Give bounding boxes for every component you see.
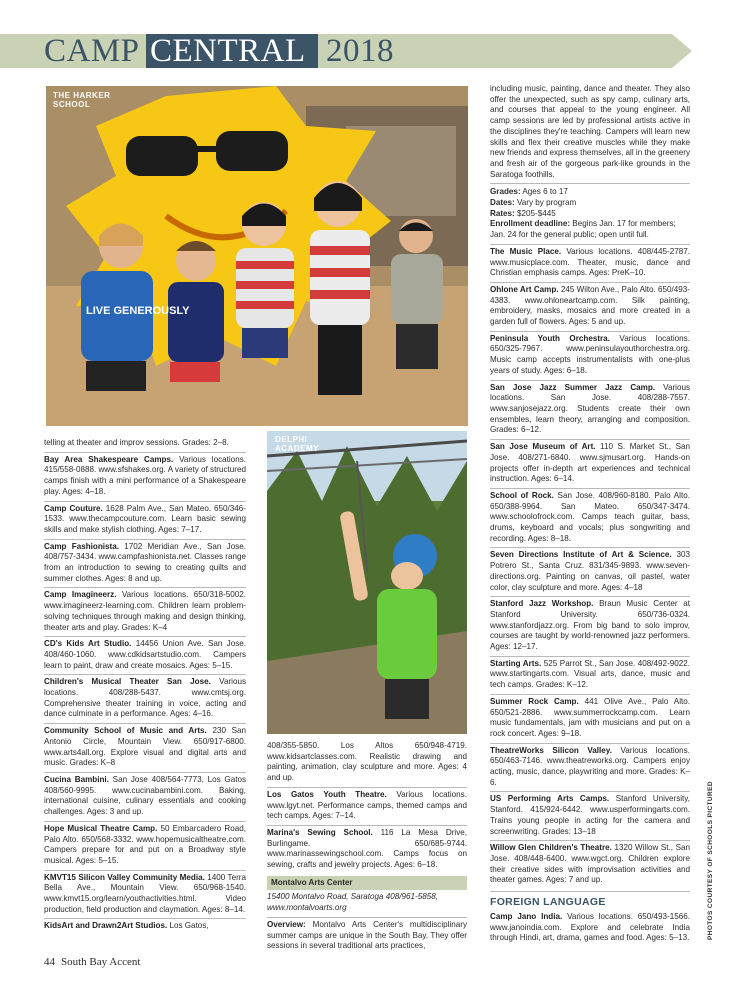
listing-text: Various locations. 650/325-7967. www.peninsulayouthorchestra.org. Music camp accepts instrumentalists with one-plus years of study. Ages: 6–18. bbox=[490, 333, 690, 375]
listing-name: School of Rock. bbox=[490, 490, 554, 500]
listing-name: Los Gatos Youth Theatre. bbox=[267, 789, 387, 799]
harker-school-photo bbox=[46, 86, 468, 426]
page-footer bbox=[44, 956, 140, 968]
listing-entry bbox=[490, 657, 690, 695]
listing-text: 50 Embarcadero Road, Palo Alto. 650/568-3332. www.hopemusicaltheatre.com. Campers prepare for and put on a Broadway style musical. Ages: 5–15. bbox=[44, 823, 246, 865]
listing-entry bbox=[490, 440, 690, 489]
listing-name: The Music Place. bbox=[490, 246, 562, 256]
listing-name: Hope Musical Theatre Camp. bbox=[44, 823, 158, 833]
listing-name: US Performing Arts Camps. bbox=[490, 794, 610, 804]
listing-text: 525 Parrot St., San Jose. 408/492-9022. www.startingarts.com. Visual arts, dance, music and tech camps. Grades: K–12. bbox=[490, 658, 691, 690]
listing-name: KMVT15 Silicon Valley Community Media. bbox=[44, 872, 205, 882]
header-arrow bbox=[672, 34, 692, 68]
listing-text: 303 Potrero St., Santa Cruz. 831/345-9893. www.seven-directions.org. Painting on canvas, oil pastel, water color, clay sculpture and more. Ages: 4–18 bbox=[490, 550, 690, 592]
listing-name: TheatreWorks Silicon Valley. bbox=[490, 745, 612, 755]
listing-entry bbox=[490, 744, 690, 793]
listing-name: Community School of Music and Arts. bbox=[44, 726, 207, 736]
listing-entry bbox=[490, 548, 690, 597]
column-3 bbox=[490, 82, 690, 947]
listing-name: Summer Rock Camp. bbox=[490, 696, 579, 706]
listing-entry bbox=[490, 245, 690, 283]
listing-text: San Jose 408/564-7773, Los Gatos 408/560-9995. www.cucinabambini.com. Baking, international cuisine, culinary essentials and cooking challenges. Ages: 3 and up. bbox=[44, 774, 246, 817]
listing-entry bbox=[44, 502, 246, 540]
listing-text: Various locations. 650/463-7146. www.theatreworks.org. Campers enjoy acting, music, dance, playwriting and more. Grades: K–6. bbox=[490, 745, 690, 787]
detail-value: $205-$445 bbox=[514, 208, 556, 218]
listing-text: 1628 Palm Ave., San Mateo. 650/346-1533. www.thecampcouture.com. Learn basic sewing skills and make stylish clothing. Ages: 7–17. bbox=[44, 503, 247, 534]
listing-text: Braun Music Center at Stanford University. 650/736-0324. www.stanfordjazz.org. From big band to solo improv, courses are taught by world-renowned jazz performers. Ages: 12–17. bbox=[490, 599, 690, 652]
listing-name: Children's Musical Theater San Jose. bbox=[44, 677, 211, 687]
listing-entry bbox=[44, 822, 246, 871]
listing-text: 245 Wilton Ave., Palo Alto. 650/493-4383. www.ohloneartcamp.com. Silk painting, embroidery, masks, mosaics and more created in a garden full of flowers. Ages: 5 and up. bbox=[490, 284, 690, 327]
listing-name: Willow Glen Children's Theatre. bbox=[490, 843, 612, 853]
header-camp: CAMP bbox=[44, 33, 140, 69]
listing-text: 230 San Antonio Circle, Mountain View. 650/917-6800. www.arts4all.org. Explore visual and digital arts and music. Grades: K–8 bbox=[44, 726, 246, 768]
montalvo-url: www.montalvoarts.org bbox=[267, 903, 347, 913]
listing-entry bbox=[490, 597, 690, 657]
listing-name: Ohlone Art Camp. bbox=[490, 284, 559, 294]
listing-text: 1702 Meridian Ave., San Jose. 408/757-3434. www.campfashionista.net. Classes range from an introduction to sewing to creating quilts and summer clothes. Ages: 8 and up. bbox=[44, 541, 247, 583]
column-1 bbox=[44, 436, 246, 935]
listing-name: Seven Directions Institute of Art & Science. bbox=[490, 550, 672, 560]
shirt-text: LIVE GENEROUSLY bbox=[86, 305, 190, 317]
listing-text: 441 Olive Ave., Palo Alto. 650/521-2886. www.summerrockcamp.com. Learn music fundamentals, jam with musicians and put on a rock concert. Ages: 9–18. bbox=[490, 696, 690, 738]
listing-entry bbox=[490, 841, 690, 889]
listing-text: Various locations. 650/493-1566. www.janoindia.com. Explore and celebrate India through Hindi, art, drama, games and food. Ages: 5–13. bbox=[490, 911, 690, 943]
listing-entry bbox=[44, 637, 246, 675]
listing-text: Stanford University, Stanford. 415/924-6442. www.usperformingarts.com. Trains young people in acting for the camera and screenwriting. Grades: 13–18 bbox=[490, 794, 690, 836]
detail-value: Vary by program bbox=[514, 198, 577, 208]
listing-entry bbox=[44, 588, 246, 637]
montalvo-details bbox=[490, 184, 690, 245]
listing-text: telling at theater and improv sessions. Grades: 2–8. bbox=[44, 438, 229, 447]
detail-label: Grades: bbox=[490, 187, 521, 197]
listing-entry bbox=[44, 871, 246, 920]
listing-name: Camp Jano India. bbox=[490, 911, 563, 921]
detail-line bbox=[490, 198, 690, 209]
listing-name: Marina's Sewing School. bbox=[267, 827, 373, 837]
montalvo-overview bbox=[267, 917, 467, 955]
delphi-academy-photo bbox=[267, 431, 467, 734]
listing-text: Various locations. San Jose. 408/288-7557. www.sanjosejazz.org. Students create their own ensembles, learn theory, arranging and composition. Grades: 6–12. bbox=[490, 382, 690, 435]
column-2 bbox=[267, 739, 467, 955]
listing-entry bbox=[44, 773, 246, 822]
listing-entry bbox=[267, 739, 467, 788]
listing-text: Various locations. 650/318-5002. www.imagineerz-learning.com. Children learn problem-solving techniques through making and design thinking, theater arts and play. Grades: K–4 bbox=[44, 590, 246, 632]
overview-label: Overview: bbox=[267, 919, 306, 929]
listing-name: CD's Kids Art Studio. bbox=[44, 639, 132, 649]
listing-name: KidsArt and Drawn2Art Studios. bbox=[44, 921, 168, 931]
detail-label: Dates: bbox=[490, 198, 515, 208]
listing-entry bbox=[44, 675, 246, 724]
detail-value: Begins Jan. 17 for members; Jan. 24 for the general public; open until full. bbox=[490, 219, 676, 240]
listing-name: Camp Imagineerz. bbox=[44, 590, 117, 600]
listing-entry bbox=[44, 724, 246, 773]
montalvo-intro: including music, painting, dance and theater. They also offer the unexpected, such as spy camp, culinary arts, and courses that appeal to the young engineer. All camp sessions are led by professional artists active in the disciplines they're teaching. Campers will learn new skills and flex their creative muscles while they make new friends and express themselves, all in the greenery and fresh air of the gorgeous park-like grounds in the Saratoga foothills. bbox=[490, 82, 690, 184]
listing-text: Various locations. www.lgyt.net. Performance camps, themed camps and tech camps. Ages: 7–14. bbox=[267, 789, 467, 821]
listing-entry bbox=[267, 826, 467, 874]
detail-value: Ages 6 to 17 bbox=[520, 187, 568, 197]
listing-name: San Jose Jazz Summer Jazz Camp. bbox=[490, 382, 656, 392]
listing-text: 116 La Mesa Drive, Burlingame. 650/685-9744. www.marinassewingschool.com. Camps focus on sewing, crafts and jewelry projects. Ages: 6–18. bbox=[267, 827, 468, 870]
listing-text: San Jose. 408/960-8180. Palo Alto. 650/388-9964. San Mateo. 650/347-3474. www.schoolofrock.com. Camps teach guitar, bass, drums, keyboard and vocals; plus songwriting and recording. Ages: 8–18. bbox=[490, 490, 690, 543]
photo-credit: PHOTOS COURTESY OF SCHOOLS PICTURED bbox=[707, 781, 714, 940]
listing-text: Los Gatos, bbox=[167, 921, 209, 931]
publication-name: South Bay Accent bbox=[61, 956, 141, 968]
listing-name: Bay Area Shakespeare Camps. bbox=[44, 454, 174, 464]
listing-entry bbox=[490, 283, 690, 332]
listing-entry bbox=[44, 436, 246, 453]
montalvo-name-box: Montalvo Arts Center bbox=[267, 876, 467, 891]
listing-entry bbox=[490, 910, 690, 947]
detail-line bbox=[490, 209, 690, 220]
listing-text: 1400 Terra Bella Ave., Mountain View. 650/968-1540. www.kmvt15.org/learn/youthactivities.html. Video production, field production and claymation. Ages: 8–14. bbox=[44, 872, 246, 914]
detail-line bbox=[490, 187, 690, 198]
listing-text: Various locations. 415/558-0888. www.sfshakes.org. A variety of structured camps finish with a mini performance of a Shakespeare play. Ages: 4–18. bbox=[44, 454, 247, 496]
detail-label: Enrollment deadline: bbox=[490, 219, 571, 229]
detail-label: Rates: bbox=[490, 208, 515, 218]
listing-text: 1320 Willow St., San Jose. 408/448-6400. www.wgct.org. Children explore their creative sides with improvisation activities and theater games. Ages: 7 and up. bbox=[490, 843, 690, 885]
montalvo-address: 15400 Montalvo Road, Saratoga 408/961-5858, bbox=[267, 892, 438, 902]
listing-entry bbox=[490, 695, 690, 744]
foreign-language-heading: FOREIGN LANGUAGE bbox=[490, 891, 690, 910]
listing-text: Various locations. 408/445-2787. www.musicplace.com. Theater, music, dance and Christian emphasis camps. Ages: PreK–10. bbox=[490, 246, 690, 278]
header-year: 2018 bbox=[326, 33, 394, 69]
listing-name: Starting Arts. bbox=[490, 658, 542, 668]
listing-entry bbox=[44, 453, 246, 502]
listing-entry bbox=[44, 919, 246, 935]
listing-entry bbox=[490, 489, 690, 549]
listing-name: Peninsula Youth Orchestra. bbox=[490, 333, 610, 343]
listing-entry bbox=[44, 540, 246, 589]
listing-text: 14456 Union Ave. San Jose. 408/460-1060. www.cdkidsartstudio.com. Campers learn to paint, draw and create mosaics. Ages: 5–15. bbox=[44, 639, 246, 670]
delphi-photo-label: DELPHI ACADEMY bbox=[275, 435, 319, 453]
listing-name: Camp Couture. bbox=[44, 503, 103, 513]
listing-name: San Jose Museum of Art. bbox=[490, 442, 596, 452]
page-number: 44 bbox=[44, 956, 55, 968]
listing-name: Camp Fashionista. bbox=[44, 541, 119, 551]
listing-entry bbox=[490, 332, 690, 381]
overview-text: Montalvo Arts Center's multidisciplinary summer camps are unique in the South Bay. They offer sessions in several traditional arts practices, bbox=[267, 919, 467, 951]
listing-name: Cucina Bambini. bbox=[44, 774, 109, 784]
harker-photo-label: THE HARKER SCHOOL bbox=[53, 91, 111, 109]
listing-text: 110 S. Market St., San Jose. 408/271-6840. www.sjmusart.org. Hands-on projects offer in-depth art experiences and technical instruction. Ages: 6–14. bbox=[490, 442, 690, 484]
listing-entry bbox=[490, 381, 690, 441]
listing-entry bbox=[490, 792, 690, 841]
listing-text: Various locations. 408/288-5437. www.cmtsj.org. Comprehensive theater training in voice, acting and dance culminate in a performance. Ages: 4–16. bbox=[44, 677, 247, 719]
listing-text: 408/355-5850. Los Altos 650/948-4719. www.kidsartclasses.com. Realistic drawing and painting, animation, clay sculpture and more. Ages: 4 and up. bbox=[267, 741, 467, 783]
detail-line bbox=[490, 219, 690, 240]
listing-entry bbox=[267, 788, 467, 826]
listing-name: Stanford Jazz Workshop. bbox=[490, 599, 594, 609]
header-central: CENTRAL bbox=[150, 33, 306, 69]
